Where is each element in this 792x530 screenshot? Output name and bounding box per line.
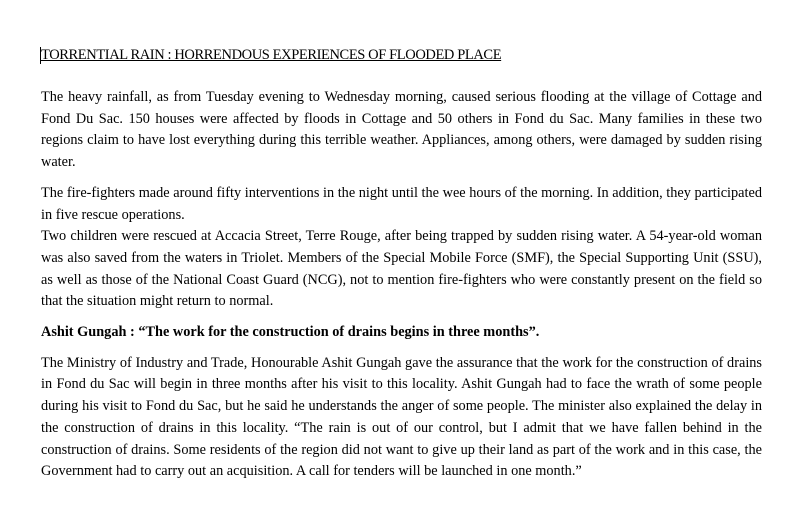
section-subheading: Ashit Gungah : “The work for the construction of drains begins in three months”. (41, 324, 540, 341)
document-page (41, 45, 762, 492)
paragraph-minister: The Ministry of Industry and Trade, Honourable Ashit Gungah gave the assurance that the work for the construction of drains in Fond du Sac will begin in three months after his visit to this locality. Ashit Gungah had to face the wrath of some people during his visit to Fond du Sac, but he said he understands the anger of some people. The minister also explained the delay in the construction of drains in this locality. “The rain is out of our control, but I admit that we have fallen behind in the construction of drains. Some residents of the region did not want to give up their land as part of the work and in this case, the Government had to carry out an acquisition. A call for tenders will be launched in one month.” (41, 354, 762, 480)
paragraph-fire-fighters: The fire-fighters made around fifty interventions in the night until the wee hours of the morning. In addition, they participated in five rescue operations. (41, 184, 762, 223)
text-cursor (40, 47, 41, 64)
paragraph-rescues: Two children were rescued at Accacia Street, Terre Rouge, after being trapped by sudden rising water. A 54-year-old woman was also saved from the waters in Triolet. Members of the Special Mobile Force (SMF), the Special Supporting Unit (SSU), as well as those of the National Coast Guard (NCG), not to mention fire-fighters who were constantly present on the field so that the situation might return to normal. (41, 228, 762, 310)
document-heading (41, 45, 762, 65)
heading-text: TORRENTIAL RAIN : HORRENDOUS EXPERIENCES OF FLOODED PLACE (41, 47, 502, 63)
paragraph-rainfall: The heavy rainfall, as from Tuesday evening to Wednesday morning, caused serious flooding at the village of Cottage and Fond Du Sac. 150 houses were affected by floods in Cottage and 50 others in Fond du Sac. Many families in these two regions claim to have lost everything during this terrible weather. Appliances, among others, were damaged by sudden rising water. (41, 89, 762, 171)
